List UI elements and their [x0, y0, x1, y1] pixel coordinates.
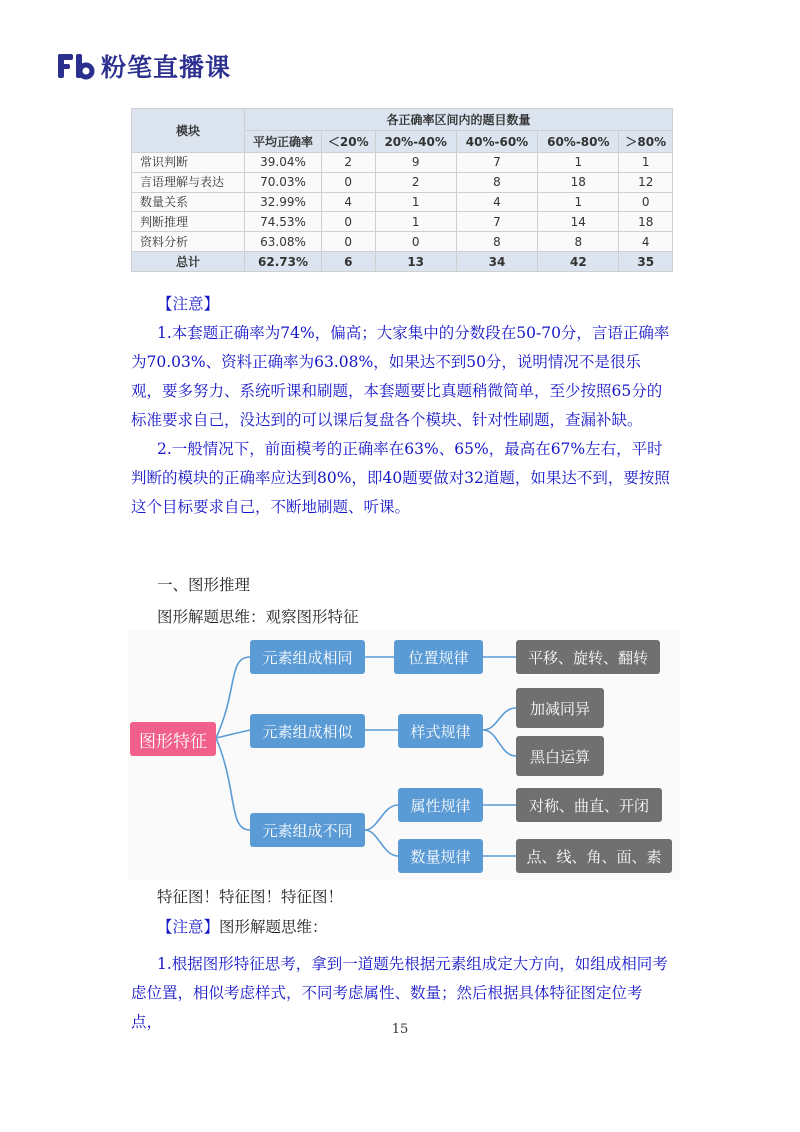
count-cell: 18	[538, 172, 619, 192]
mindmap-node-position-rule: 位置规律	[394, 640, 483, 674]
col-header-range: ＞80%	[619, 131, 673, 153]
note-body	[131, 319, 671, 522]
mindmap-root-node: 图形特征	[130, 722, 216, 756]
section-title: 一、图形推理	[157, 576, 251, 594]
mindmap-node-quantity-rule: 数量规律	[398, 839, 483, 873]
mindmap-leaf-translate-rotate-flip: 平移、旋转、翻转	[516, 640, 660, 674]
count-cell: 1	[375, 212, 456, 232]
count-cell: 0	[619, 192, 673, 212]
mindmap-leaf-symmetry-curve-open: 对称、曲直、开闭	[516, 788, 662, 822]
count-cell: 8	[538, 232, 619, 252]
avg-cell: 32.99%	[245, 192, 322, 212]
note2-heading	[157, 913, 328, 942]
count-cell: 14	[538, 212, 619, 232]
module-cell: 常识判断	[132, 153, 245, 173]
count-cell: 7	[456, 212, 537, 232]
col-header-range: ＜20%	[322, 131, 376, 153]
count-cell: 9	[375, 153, 456, 173]
graphic-feature-mindmap	[128, 630, 680, 880]
mindmap-leaf-point-line-angle: 点、线、角、面、素	[516, 839, 672, 873]
table-total-row	[132, 252, 673, 272]
note2-heading-rest: 图形解题思维：	[219, 918, 328, 936]
count-cell: 7	[456, 153, 537, 173]
module-cell: 数量关系	[132, 192, 245, 212]
col-header-range: 20%-40%	[375, 131, 456, 153]
mindmap-node-different-elements: 元素组成不同	[250, 813, 365, 847]
mindmap-node-style-rule: 样式规律	[398, 714, 483, 748]
fenbi-logo-icon	[57, 51, 95, 81]
count-cell: 1	[619, 153, 673, 173]
count-cell: 4	[619, 232, 673, 252]
count-cell: 1	[538, 192, 619, 212]
avg-cell: 70.03%	[245, 172, 322, 192]
feature-line: 特征图！特征图！特征图！	[157, 888, 344, 906]
module-cell: 资料分析	[132, 232, 245, 252]
note-paragraph-1: 1.本套题正确率为74%，偏高；大家集中的分数段在50-70分，言语正确率为70.03%、资料正确率为63.08%，如果达不到50分，说明情况不是很乐观，要多努力、系统听课和刷题，本套题要比真题稍微简单，至少按照65分的标准要求自己，没达到的可以课后复盘各个模块、针对性刷题，查漏补缺。	[131, 324, 670, 429]
note2-heading-tag: 【注意】	[157, 918, 220, 936]
table-row	[132, 232, 673, 252]
mindmap-leaf-black-white: 黑白运算	[516, 736, 604, 776]
mindmap-node-same-elements: 元素组成相同	[250, 640, 365, 674]
logo-text: 粉笔直播课	[101, 53, 232, 82]
count-cell: 1	[375, 192, 456, 212]
avg-cell: 63.08%	[245, 232, 322, 252]
total-count-cell: 34	[456, 252, 537, 272]
count-cell: 0	[322, 172, 376, 192]
page-number: 15	[391, 1022, 409, 1037]
count-cell: 0	[322, 212, 376, 232]
total-count-cell: 13	[375, 252, 456, 272]
accuracy-stats-table	[131, 108, 673, 272]
col-header-avg: 平均正确率	[245, 131, 322, 153]
col-header-range: 60%-80%	[538, 131, 619, 153]
count-cell: 4	[456, 192, 537, 212]
table-row	[132, 212, 673, 232]
avg-cell: 39.04%	[245, 153, 322, 173]
count-cell: 8	[456, 232, 537, 252]
avg-cell: 74.53%	[245, 212, 322, 232]
col-header-range-group: 各正确率区间内的题目数量	[245, 109, 673, 131]
brand-logo	[57, 48, 231, 84]
count-cell: 18	[619, 212, 673, 232]
total-count-cell: 6	[322, 252, 376, 272]
module-cell: 判断推理	[132, 212, 245, 232]
table-row	[132, 192, 673, 212]
total-count-cell: 35	[619, 252, 673, 272]
table-row	[132, 172, 673, 192]
col-header-module: 模块	[132, 109, 245, 153]
total-label-cell: 总计	[132, 252, 245, 272]
mindmap-node-attribute-rule: 属性规律	[398, 788, 483, 822]
count-cell: 1	[538, 153, 619, 173]
total-count-cell: 42	[538, 252, 619, 272]
note2-paragraph-1: 1.根据图形特征思考，拿到一道题先根据元素组成定大方向，如组成相同考虑位置，相似考虑样式，不同考虑属性、数量；然后根据具体特征图定位考点，	[131, 955, 668, 1031]
col-header-range: 40%-60%	[456, 131, 537, 153]
module-cell: 言语理解与表达	[132, 172, 245, 192]
count-cell: 0	[375, 232, 456, 252]
mindmap-leaf-add-subtract: 加减同异	[516, 688, 604, 728]
table-row	[132, 153, 673, 173]
count-cell: 2	[375, 172, 456, 192]
count-cell: 12	[619, 172, 673, 192]
count-cell: 2	[322, 153, 376, 173]
count-cell: 0	[322, 232, 376, 252]
note-heading: 【注意】	[157, 295, 220, 313]
count-cell: 4	[322, 192, 376, 212]
note-paragraph-2: 2.一般情况下，前面模考的正确率在63%、65%，最高在67%左右，平时判断的模块的正确率应达到80%，即40题要做对32道题，如果达不到，要按照这个目标要求自己，不断地刷题、听课。	[131, 440, 670, 516]
total-avg-cell: 62.73%	[245, 252, 322, 272]
count-cell: 8	[456, 172, 537, 192]
mindmap-node-similar-elements: 元素组成相似	[250, 714, 365, 748]
section-subtitle: 图形解题思维：观察图形特征	[157, 608, 359, 626]
